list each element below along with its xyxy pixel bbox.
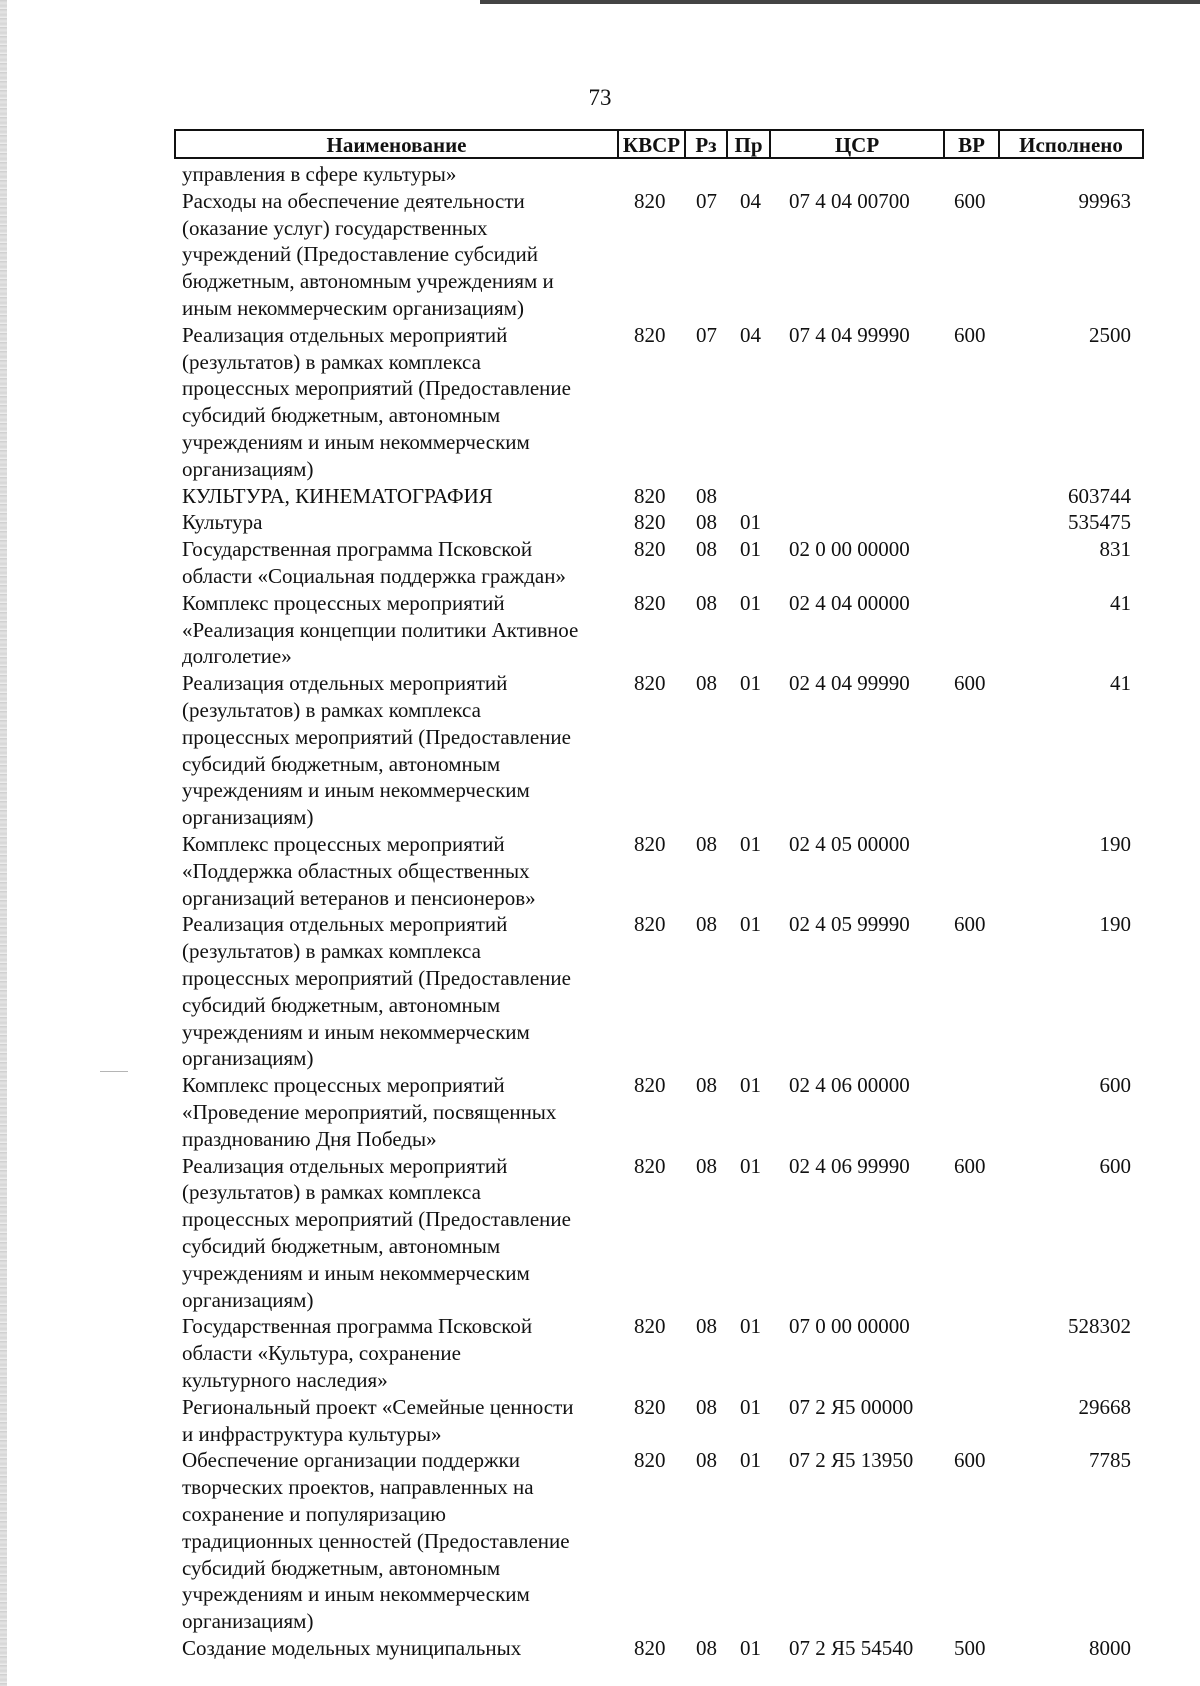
row-kvsr: 820: [634, 912, 666, 937]
row-name-line: Комплекс процессных мероприятий: [182, 590, 505, 615]
row-vr: 500: [954, 1636, 986, 1660]
row-name: [182, 1153, 612, 1314]
row-rz: 08: [696, 671, 717, 696]
row-name-line: (результатов) в рамках комплекса: [182, 697, 481, 722]
row-name-line: организаций ветеранов и пенсионеров»: [182, 885, 536, 910]
row-isp: 99963: [1078, 188, 1131, 213]
page-number: 73: [588, 85, 612, 110]
row-csr: 02 4 04 99990: [789, 671, 910, 696]
row-kvsr: 820: [634, 1314, 666, 1339]
row-name-line: организациям): [182, 456, 314, 481]
row-name: [182, 1313, 612, 1393]
row-vr: 600: [954, 188, 986, 213]
row-name-line: сохранение и популяризацию: [182, 1501, 446, 1526]
row-name-line: Реализация отдельных мероприятий: [182, 322, 508, 347]
row-csr: 07 2 Я5 54540: [789, 1636, 914, 1660]
table-header: [174, 129, 1144, 159]
row-name-line: организациям): [182, 1287, 314, 1312]
row-csr: 07 4 04 99990: [789, 322, 910, 347]
row-rz: 08: [696, 483, 717, 508]
row-csr: 02 0 00 00000: [789, 537, 910, 562]
row-name-line: Обеспечение организации поддержки: [182, 1448, 520, 1473]
row-vr: 600: [954, 1448, 986, 1473]
row-kvsr: 820: [634, 832, 666, 856]
header-vr: ВР: [945, 131, 1000, 157]
row-name-line: учреждениям и иным некоммерческим: [182, 778, 530, 803]
header-pr: Пр: [728, 131, 771, 157]
row-name-line: (результатов) в рамках комплекса: [182, 939, 481, 964]
row-kvsr: 820: [634, 1073, 666, 1098]
row-isp: 528302: [1068, 1314, 1131, 1339]
row-name: [182, 161, 612, 188]
row-rz: 08: [696, 510, 717, 535]
row-name-line: (результатов) в рамках комплекса: [182, 1180, 481, 1205]
row-name-line: учреждений (Предоставление субсидий: [182, 242, 539, 267]
row-csr: 02 4 06 00000: [789, 1073, 910, 1098]
row-name-line: (оказание услуг) государственных: [182, 215, 488, 240]
row-name-line: учреждениям и иным некоммерческим: [182, 429, 530, 454]
row-name-line: творческих проектов, направленных на: [182, 1475, 534, 1500]
row-isp: 2500: [1089, 322, 1131, 347]
row-name-line: области «Социальная поддержка граждан»: [182, 563, 566, 588]
row-name-line: празднованию Дня Победы»: [182, 1126, 437, 1151]
row-isp: 190: [1099, 832, 1131, 856]
row-rz: 07: [696, 188, 717, 213]
row-rz: 08: [696, 1394, 717, 1419]
row-rz: 08: [696, 1073, 717, 1098]
row-isp: 603744: [1068, 483, 1131, 508]
header-rz: Рз: [686, 131, 728, 157]
row-csr: 07 4 04 00700: [789, 188, 910, 213]
row-name-line: Создание модельных муниципальных: [182, 1636, 522, 1660]
row-name: [182, 831, 612, 911]
row-name-line: субсидий бюджетным, автономным: [182, 1555, 501, 1580]
row-name-line: организациям): [182, 1609, 314, 1634]
row-name-line: «Поддержка областных общественных: [182, 858, 530, 883]
scan-mark: [100, 1071, 128, 1072]
row-name: [182, 483, 612, 510]
row-csr: 02 4 06 99990: [789, 1153, 910, 1178]
row-isp: 535475: [1068, 510, 1131, 535]
row-name-line: традиционных ценностей (Предоставление: [182, 1528, 570, 1553]
row-rz: 07: [696, 322, 717, 347]
row-name-line: субсидий бюджетным, автономным: [182, 992, 501, 1017]
row-rz: 08: [696, 912, 717, 937]
row-name-line: Региональный проект «Семейные ценности: [182, 1394, 574, 1419]
row-name: [182, 1635, 612, 1662]
row-name-line: учреждениям и иным некоммерческим: [182, 1260, 530, 1285]
row-kvsr: 820: [634, 1153, 666, 1178]
row-name-line: КУЛЬТУРА, КИНЕМАТОГРАФИЯ: [182, 483, 493, 508]
row-name: [182, 322, 612, 483]
row-name-line: долголетие»: [182, 644, 292, 669]
row-kvsr: 820: [634, 322, 666, 347]
row-csr: 07 2 Я5 13950: [789, 1448, 914, 1473]
row-kvsr: 820: [634, 671, 666, 696]
row-vr: 600: [954, 912, 986, 937]
row-csr: 02 4 05 00000: [789, 832, 910, 856]
row-pr: 01: [740, 1448, 761, 1473]
row-name-line: учреждениям и иным некоммерческим: [182, 1019, 530, 1044]
row-isp: 831: [1099, 537, 1131, 562]
row-name-line: «Проведение мероприятий, посвященных: [182, 1099, 557, 1124]
row-name: [182, 590, 612, 670]
header-name: Наименование: [176, 131, 619, 157]
row-isp: 41: [1110, 671, 1131, 696]
header-isp: Исполнено: [1019, 133, 1123, 157]
row-name-line: процессных мероприятий (Предоставление: [182, 1207, 571, 1232]
row-csr: 07 2 Я5 00000: [789, 1394, 914, 1419]
row-name: [182, 188, 612, 322]
row-kvsr: 820: [634, 483, 666, 508]
row-name-line: субсидий бюджетным, автономным: [182, 403, 501, 428]
row-isp: 8000: [1089, 1636, 1131, 1660]
row-name-line: Реализация отдельных мероприятий: [182, 1153, 508, 1178]
header-csr: ЦСР: [771, 131, 945, 157]
row-kvsr: 820: [634, 510, 666, 535]
row-kvsr: 820: [634, 188, 666, 213]
row-pr: 04: [740, 322, 761, 347]
row-name-line: иным некоммерческим организациям): [182, 295, 524, 320]
row-rz: 08: [696, 832, 717, 856]
row-rz: 08: [696, 1636, 717, 1660]
row-name-line: Комплекс процессных мероприятий: [182, 1073, 505, 1098]
row-pr: 01: [740, 1394, 761, 1419]
row-name-line: процессных мероприятий (Предоставление: [182, 376, 571, 401]
row-name-line: организациям): [182, 805, 314, 830]
row-isp: 7785: [1089, 1448, 1131, 1473]
row-vr: 600: [954, 322, 986, 347]
row-kvsr: 820: [634, 537, 666, 562]
row-name: [182, 536, 612, 590]
row-isp: 29668: [1078, 1394, 1131, 1419]
row-csr: 02 4 04 00000: [789, 590, 910, 615]
row-name-line: Реализация отдельных мероприятий: [182, 671, 508, 696]
row-pr: 01: [740, 832, 761, 856]
row-name-line: области «Культура, сохранение: [182, 1341, 461, 1366]
row-csr: 07 0 00 00000: [789, 1314, 910, 1339]
row-pr: 04: [740, 188, 761, 213]
row-name-line: Культура: [182, 510, 263, 535]
row-pr: 01: [740, 912, 761, 937]
scan-edge-shadow: [0, 0, 7, 1686]
row-name-line: культурного наследия»: [182, 1367, 388, 1392]
row-isp: 600: [1099, 1073, 1131, 1098]
row-pr: 01: [740, 590, 761, 615]
row-pr: 01: [740, 1314, 761, 1339]
row-pr: 01: [740, 537, 761, 562]
row-name: [182, 670, 612, 831]
row-pr: 01: [740, 1073, 761, 1098]
row-name-line: Государственная программа Псковской: [182, 537, 533, 562]
row-name-line: процессных мероприятий (Предоставление: [182, 724, 571, 749]
row-name-line: учреждениям и иным некоммерческим: [182, 1582, 530, 1607]
row-rz: 08: [696, 590, 717, 615]
row-pr: 01: [740, 1153, 761, 1178]
row-name: [182, 1072, 612, 1152]
row-vr: 600: [954, 671, 986, 696]
row-kvsr: 820: [634, 1636, 666, 1660]
row-kvsr: 820: [634, 1394, 666, 1419]
row-isp: 190: [1099, 912, 1131, 937]
row-name-line: Реализация отдельных мероприятий: [182, 912, 508, 937]
row-rz: 08: [696, 1448, 717, 1473]
row-name-line: субсидий бюджетным, автономным: [182, 1233, 501, 1258]
row-name-line: «Реализация концепции политики Активное: [182, 617, 579, 642]
row-name: [182, 911, 612, 1072]
scan-top-edge: [480, 0, 1200, 4]
row-name-line: процессных мероприятий (Предоставление: [182, 965, 571, 990]
row-pr: 01: [740, 510, 761, 535]
header-kvsr: КВСР: [619, 131, 686, 157]
row-name: [182, 509, 612, 536]
row-vr: 600: [954, 1153, 986, 1178]
row-kvsr: 820: [634, 1448, 666, 1473]
row-rz: 08: [696, 1153, 717, 1178]
row-pr: 01: [740, 671, 761, 696]
row-name-line: организациям): [182, 1046, 314, 1071]
row-rz: 08: [696, 537, 717, 562]
row-name-line: бюджетным, автономным учреждениям и: [182, 269, 554, 294]
row-name: [182, 1447, 612, 1635]
row-pr: 01: [740, 1636, 761, 1660]
row-isp: 41: [1110, 590, 1131, 615]
row-isp: 600: [1099, 1153, 1131, 1178]
row-name-line: и инфраструктура культуры»: [182, 1421, 442, 1446]
row-kvsr: 820: [634, 590, 666, 615]
row-name-line: (результатов) в рамках комплекса: [182, 349, 481, 374]
row-name: [182, 1394, 612, 1448]
row-name-line: Комплекс процессных мероприятий: [182, 832, 505, 856]
row-name-line: субсидий бюджетным, автономным: [182, 751, 501, 776]
row-name-line: управления в сфере культуры»: [182, 162, 457, 186]
row-name-line: Расходы на обеспечение деятельности: [182, 188, 525, 213]
row-csr: 02 4 05 99990: [789, 912, 910, 937]
row-rz: 08: [696, 1314, 717, 1339]
row-name-line: Государственная программа Псковской: [182, 1314, 533, 1339]
